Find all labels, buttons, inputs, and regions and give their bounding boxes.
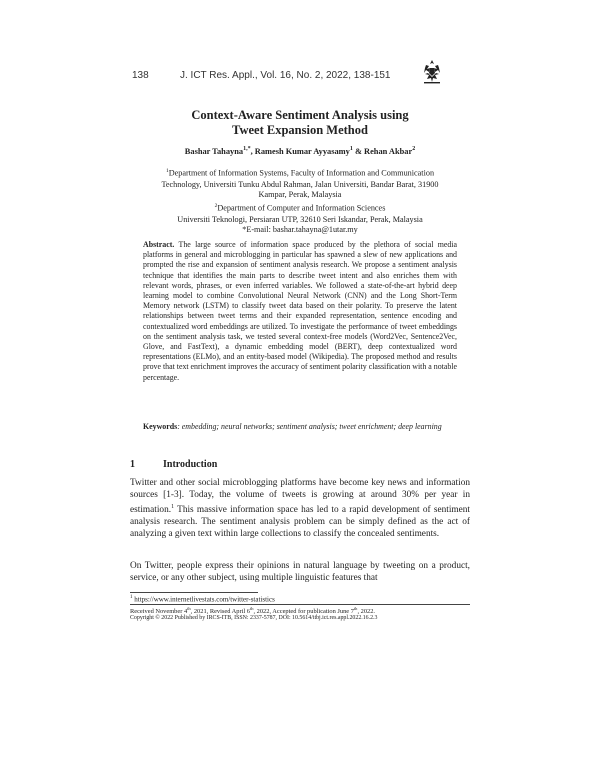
paper-title [130, 108, 470, 138]
affiliations [130, 166, 470, 236]
footnote: $^1$ https://www.internetlivestats.com/twitter-statistics [130, 595, 275, 604]
author-affiliation-mark: 2 [412, 146, 416, 152]
author-affiliation-mark: 1 [349, 146, 353, 152]
copyright-line: Copyright © 2022 Published by IRCS-ITB, ISSN: 2337-5787, DOI: 10.5614/itbj.ict.res.appl.2022.16.2.3 [130, 615, 378, 621]
corresponding-email: *E-mail: bashar.tahayna@1utar.my [242, 225, 358, 235]
keywords [143, 422, 457, 432]
affiliation-line: $^2$Department of Computer and Information Sciences [214, 203, 386, 213]
running-header [0, 67, 600, 87]
body-paragraph: Twitter and other social microblogging platforms have become key news and information sources [1-3]. Today, the volume of tweets is growing at around 30% per year in estimation.$^1$ This massive information space has led to a rapid development of sentiment analysis research. The sentiment analysis problem can be simply defined as the act of analyzing a given text within large collections to classify the concealed sentiments. [130, 478, 470, 540]
page-bottom-divider [130, 604, 470, 605]
author-name: Rehan Akbar [364, 146, 413, 156]
footnote-divider [130, 592, 258, 593]
abstract [143, 240, 457, 383]
author-separator: , [250, 146, 255, 156]
abstract-text: The large source of information space produced by the plethora of social media platforms in general and microblogging in particular has spawned a slew of new applications and prompted the rise and expansion of sentiment analysis research. We propose a sentiment analysis technique that identifies the main parts to describe tweet intent and also enriches them with relevant words, phrases, or even inferred variables. We followed a state-of-the-art hybrid deep learning model to combine Convolutional Neural Network (CNN) and the Long Short-Term Memory network (LSTM) to classify tweet data based on their polarity. To preserve the latent relationships between tweet terms and their expanded representation, sentence encoding and contextualized word embeddings are utilized. To investigate the performance of tweet embeddings on the sentiment analysis task, we tested several context-free models (Word2Vec, Sentence2Vec, Glove, and FastText), a dynamic embedding model (BERT), deep contextualized word representations (ELMo), and an entity-based model (Wikipedia). The proposed method and results prove that text enrichment improves the accuracy of sentiment polarity classification with a notable percentage. [143, 240, 457, 382]
footnote-url[interactable]: https://www.internetlivestats.com/twitter-statistics [132, 595, 275, 604]
body-paragraph: On Twitter, people express their opinions in natural language by tweeting on a product, service, or any other subject, using multiple linguistic features that [130, 561, 470, 584]
author-list [130, 146, 470, 156]
section-number: 1 [130, 459, 135, 470]
affiliation-line: Universiti Teknologi, Persiaran UTP, 32610 Seri Iskandar, Perak, Malaysia [177, 214, 423, 224]
page-number: 138 [132, 70, 149, 81]
section-title: Introduction [163, 459, 218, 470]
abstract-label: Abstract. [143, 240, 175, 249]
received-dates: Received November 4th, 2021, Revised April 6th, 2022, Accepted for publication June 7th, 2022. [130, 606, 376, 616]
affiliation-line: Technology, Universiti Tunku Abdul Rahman, Jalan Universiti, Bandar Barat, 31900 [161, 179, 439, 189]
footnote-ref[interactable]: 1 [171, 504, 175, 511]
author-name: Ramesh Kumar Ayyasamy [254, 146, 350, 156]
title-line-1: Context-Aware Sentiment Analysis using [191, 108, 409, 122]
journal-logo-icon [421, 59, 443, 85]
affiliation-line: Kampar, Perak, Malaysia [258, 190, 342, 200]
author-name: Bashar Tahayna [184, 146, 244, 156]
author-affiliation-mark: 1,* [243, 146, 251, 152]
affiliation-line: $^1$Department of Information Systems, Faculty of Information and Communication [165, 168, 435, 178]
author-separator: & [352, 146, 365, 156]
keywords-label: Keywords [143, 422, 178, 431]
keywords-text: : embedding; neural networks; sentiment analysis; tweet enrichment; deep learning [177, 422, 442, 431]
journal-citation: J. ICT Res. Appl., Vol. 16, No. 2, 2022, 138-151 [180, 70, 391, 81]
section-heading [130, 459, 217, 470]
title-line-2: Tweet Expansion Method [232, 123, 368, 137]
